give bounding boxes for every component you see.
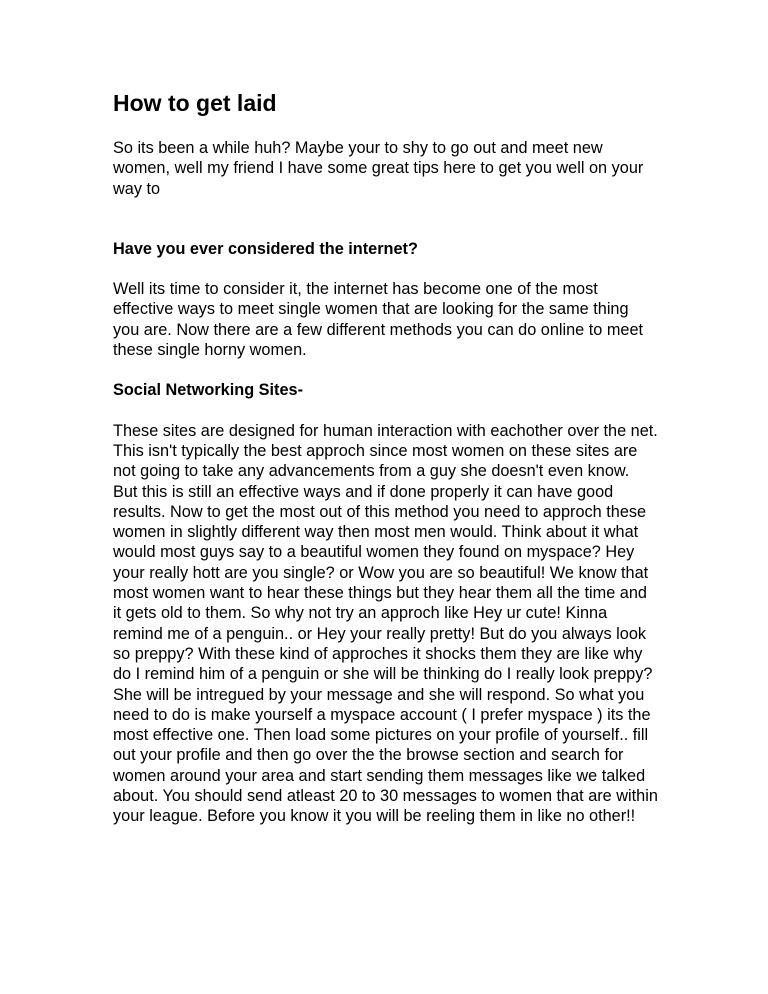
document-content <box>113 88 658 827</box>
section-heading-internet: Have you ever considered the internet? <box>113 239 418 258</box>
intro-paragraph: So its been a while huh? Maybe your to shy to go out and meet new women, well my friend I have some great tips here to get you well on your way to <box>113 139 644 198</box>
document-title: How to get laid <box>113 90 277 116</box>
section-heading-social-networking: Social Networking Sites- <box>113 381 303 400</box>
section-body-internet: Well its time to consider it, the internet has become one of the most effective ways to meet single women that are looking for the same thing you are. Now there are a few different methods you can do online to meet these single horny women. <box>113 280 644 360</box>
section-body-social-networking: These sites are designed for human interaction with eachother over the net. This isn't typically the best approch since most women on these sites are not going to take any advancements from a guy she doesn't even know. But this is still an effective ways and if done properly it can have good results. Now to get the most out of this method you need to approch these women in slightly different way then most men would. Think about it what would most guys say to a beautiful women they found on myspace? Hey your really hott are you single? or Wow you are so beautiful! We know that most women want to hear these things but they hear them all the time and it gets old to them. So why not try an approch like Hey ur cute! Kinna remind me of a penguin.. or Hey your really pretty! But do you always look so preppy? With these kind of approches it shocks them they are like why do I remind him of a penguin or she will be thinking do I really look preppy? She will be intregued by your message and she will respond. So what you need to do is make yourself a myspace account ( I prefer myspace ) its the most effective one. Then load some pictures on your profile of yourself.. fill out your profile and then go over the the browse section and search for women around your area and start sending them messages like we talked about. You should send atleast 20 to 30 messages to women that are within your league. Before you know it you will be reeling them in like no other!! <box>113 421 658 826</box>
